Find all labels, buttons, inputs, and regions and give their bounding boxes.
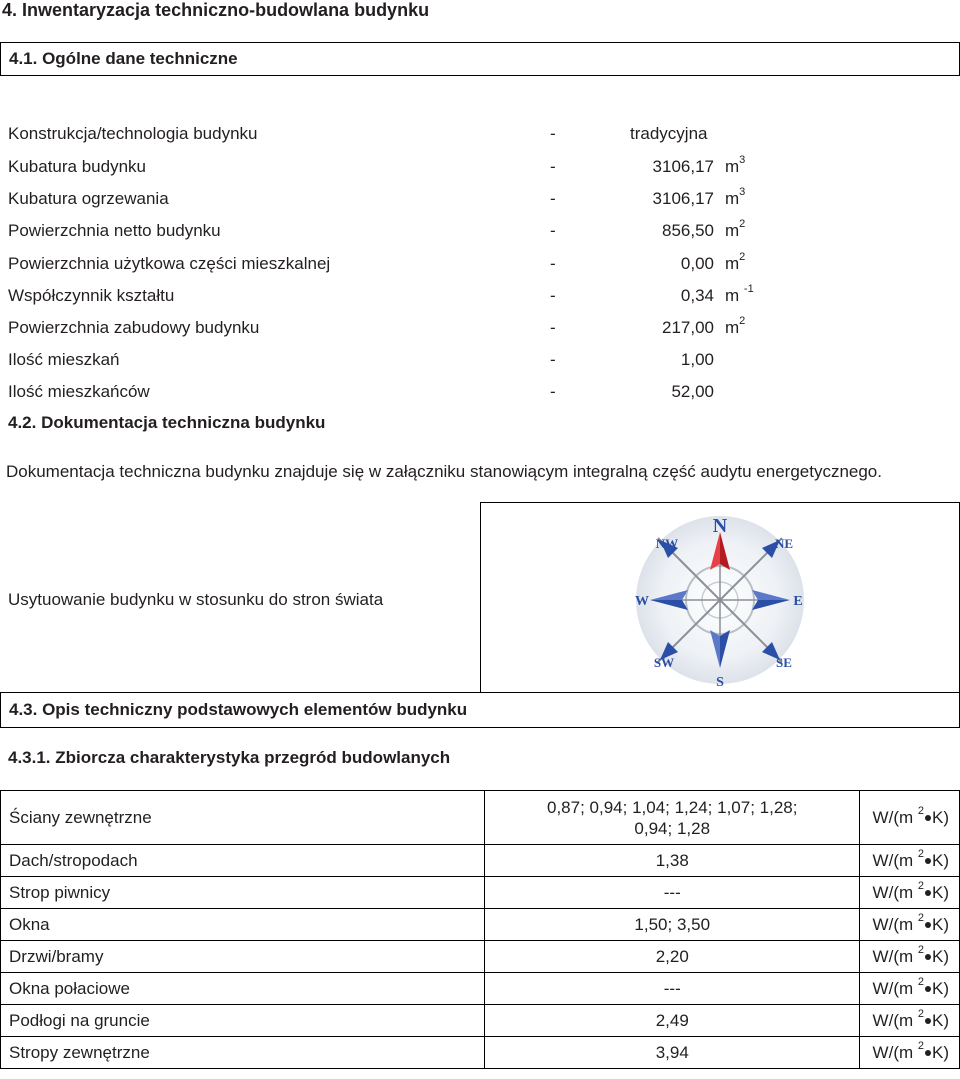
row-value: 1,00 (680, 350, 714, 369)
section-43-header-box (0, 692, 960, 728)
row-unit: $m^3$ (725, 154, 746, 176)
unit-dot (925, 890, 931, 896)
partition-name: Drzwi/bramy (1, 941, 485, 973)
documentation-note: Dokumentacja techniczna budynku znajduje się w załączniku stanowiącym integralną część audytu energetycznego. (6, 462, 882, 481)
partition-unit: W/(m $^2$ K) (860, 1005, 960, 1037)
section-41-title: 4.1. Ogólne dane techniczne (9, 49, 238, 68)
partition-name: Strop piwnicy (1, 877, 485, 909)
partition-value: 3,94 (485, 1037, 860, 1069)
orientation-label: Usytuowanie budynku w stosunku do stron świata (8, 590, 384, 609)
compass-label-n: N (712, 515, 728, 537)
partition-unit: W/(m $^2$ K) (860, 845, 960, 877)
table-row (1, 791, 960, 845)
row-dash: - (550, 350, 556, 369)
unit-dot (925, 922, 931, 928)
row-value: 3106,17 (652, 189, 714, 208)
partition-value: 1,38 (485, 845, 860, 877)
compass-label-ne: NE (774, 536, 794, 551)
partition-value: 0,87; 0,94; 1,04; 1,24; 1,07; 1,28; 0,94; 1,28 (485, 791, 860, 845)
row-unit: m $^{-1}$ (725, 283, 754, 305)
table-row (1, 1005, 960, 1037)
partition-unit: W/(m $^2$ K) (860, 791, 960, 845)
compass-label-nw: NW (655, 536, 679, 551)
row-label: Kubatura ogrzewania (8, 189, 169, 208)
unit-dot (925, 986, 931, 992)
row-unit: $m^2$ (725, 218, 746, 240)
page-heading: 4. Inwentaryzacja techniczno-budowlana budynku (2, 0, 430, 20)
row-dash: - (550, 124, 556, 143)
row-value: 0,00 (680, 254, 714, 273)
row-dash: - (550, 318, 556, 337)
section-41-header-box (0, 42, 960, 76)
unit-dot (925, 815, 931, 821)
row-dash: - (550, 189, 556, 208)
row-unit: $m^3$ (725, 186, 746, 208)
row-value: 217,00 (662, 318, 714, 337)
row-value: 856,50 (662, 221, 714, 240)
partition-unit: W/(m $^2$ K) (860, 909, 960, 941)
row-label: Konstrukcja/technologia budynku (8, 124, 258, 143)
unit-dot (925, 954, 931, 960)
partition-name: Okna połaciowe (1, 973, 485, 1005)
partitions-table (0, 790, 960, 1069)
table-row (1, 973, 960, 1005)
partition-name: Podłogi na gruncie (1, 1005, 485, 1037)
table-row (1, 845, 960, 877)
row-value: 3106,17 (652, 157, 714, 176)
unit-dot (925, 1018, 931, 1024)
partition-unit: W/(m $^2$ K) (860, 941, 960, 973)
partition-value: --- (485, 973, 860, 1005)
compass-label-se: SE (776, 655, 792, 670)
table-row (1, 1037, 960, 1069)
row-value: 52,00 (671, 382, 714, 401)
table-row (1, 909, 960, 941)
row-label: Powierzchnia zabudowy budynku (8, 318, 260, 337)
section-431-title: 4.3.1. Zbiorcza charakterystyka przegród budowlanych (8, 748, 451, 767)
row-dash: - (550, 286, 556, 305)
row-dash: - (550, 254, 556, 273)
partition-unit: W/(m $^2$ K) (860, 877, 960, 909)
row-label: Współczynnik kształtu (8, 286, 175, 305)
unit-dot (925, 858, 931, 864)
row-value: 0,34 (680, 286, 714, 305)
partition-name: Stropy zewnętrzne (1, 1037, 485, 1069)
compass-rose (620, 510, 820, 690)
row-label: Ilość mieszkańców (8, 382, 150, 401)
compass-label-e: E (793, 594, 803, 609)
partition-value: 1,50; 3,50 (485, 909, 860, 941)
row-dash: - (550, 382, 556, 401)
compass-label-s: S (716, 675, 724, 690)
row-value: tradycyjna (630, 124, 708, 143)
row-dash: - (550, 221, 556, 240)
compass-label-w: W (635, 594, 649, 609)
row-unit: $m^2$ (725, 251, 746, 273)
compass-label-sw: SW (653, 655, 675, 670)
row-label: Powierzchnia netto budynku (8, 221, 221, 240)
partition-value: --- (485, 877, 860, 909)
row-dash: - (550, 157, 556, 176)
row-label: Powierzchnia użytkowa części mieszkalnej (8, 254, 331, 273)
partition-value: 2,20 (485, 941, 860, 973)
partition-name: Ściany zewnętrzne (1, 791, 485, 845)
partition-value: 2,49 (485, 1005, 860, 1037)
section-43-title: 4.3. Opis techniczny podstawowych elementów budynku (9, 700, 468, 719)
unit-dot (925, 1050, 931, 1056)
row-unit: $m^2$ (725, 315, 746, 337)
partition-name: Dach/stropodach (1, 845, 485, 877)
section-42-title: 4.2. Dokumentacja techniczna budynku (8, 413, 326, 432)
row-label: Kubatura budynku (8, 157, 146, 176)
partition-unit: W/(m $^2$ K) (860, 973, 960, 1005)
partition-unit: W/(m $^2$ K) (860, 1037, 960, 1069)
table-row (1, 941, 960, 973)
row-label: Ilość mieszkań (8, 350, 120, 369)
compass-rose-icon (620, 510, 820, 690)
table-row (1, 877, 960, 909)
partition-name: Okna (1, 909, 485, 941)
